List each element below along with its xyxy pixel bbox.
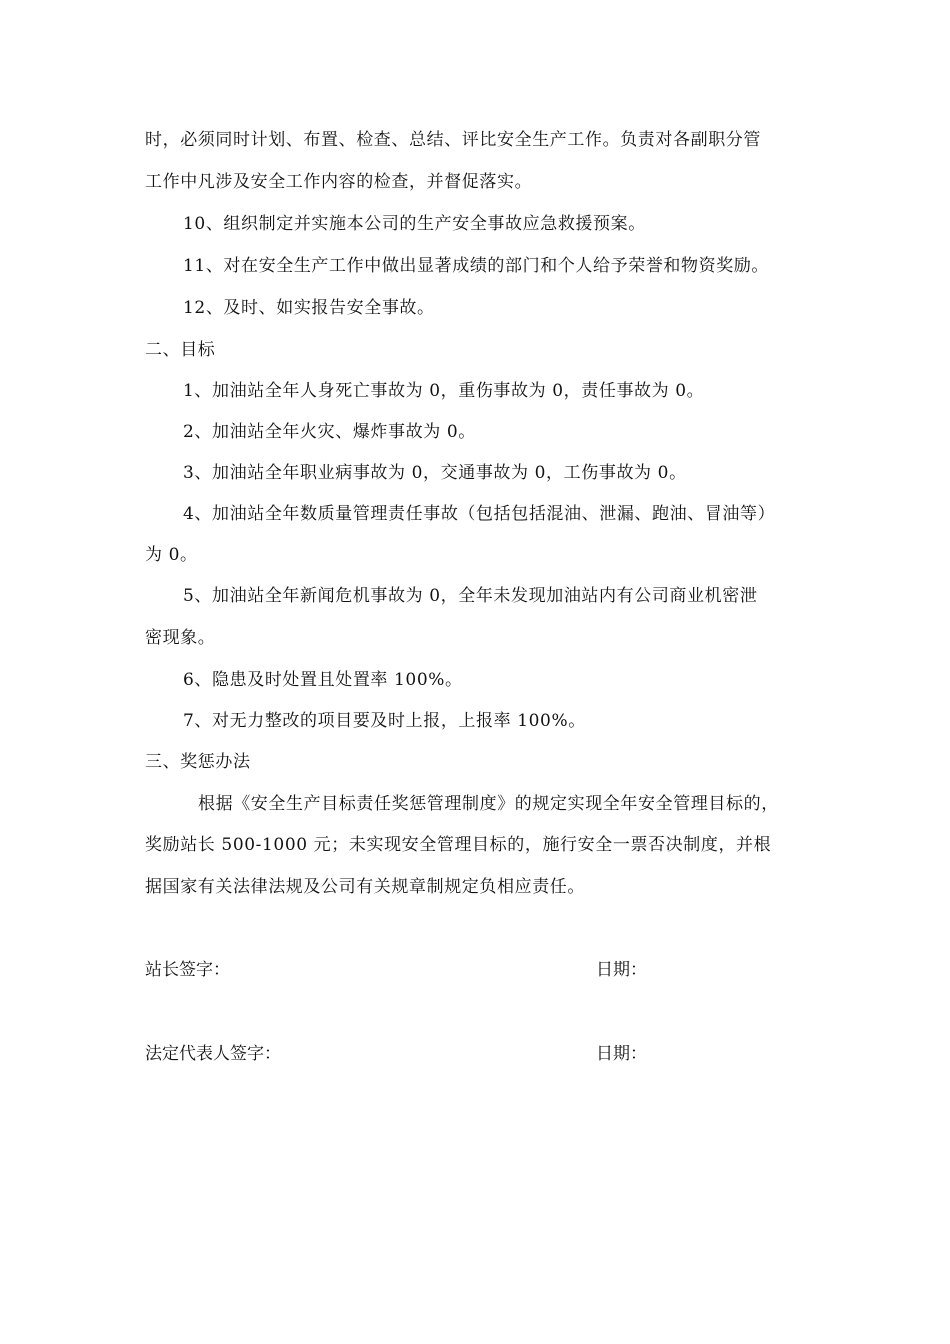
- list-item: 1、加油站全年人身死亡事故为 0，重伤事故为 0，责任事故为 0。: [183, 381, 705, 401]
- paragraph-line: 奖励站长 500-1000 元；未实现安全管理目标的，施行安全一票否决制度，并根: [145, 835, 772, 855]
- station-master-signature-label: 站长签字：: [145, 960, 230, 980]
- list-item: 7、对无力整改的项目要及时上报，上报率 100%。: [183, 711, 586, 731]
- list-item: 6、隐患及时处置且处置率 100%。: [183, 670, 463, 690]
- list-item: 5、加油站全年新闻危机事故为 0，全年未发现加油站内有公司商业机密泄: [183, 586, 758, 606]
- paragraph-line: 据国家有关法律法规及公司有关规章制规定负相应责任。: [145, 877, 585, 897]
- section-heading: 三、奖惩办法: [145, 752, 251, 772]
- paragraph-line: 密现象。: [145, 628, 216, 648]
- list-item: 4、加油站全年数质量管理责任事故（包括包括混油、泄漏、跑油、冒油等）: [183, 504, 776, 524]
- list-item: 11、对在安全生产工作中做出显著成绩的部门和个人给予荣誉和物资奖励。: [183, 256, 770, 276]
- paragraph-line: 工作中凡涉及安全工作内容的检查，并督促落实。: [145, 172, 533, 192]
- paragraph-line: 为 0。: [145, 545, 198, 565]
- list-item: 10、组织制定并实施本公司的生产安全事故应急救援预案。: [183, 214, 646, 234]
- section-heading: 二、目标: [145, 340, 216, 360]
- list-item: 3、加油站全年职业病事故为 0，交通事故为 0，工伤事故为 0。: [183, 463, 687, 483]
- paragraph-line: 时，必须同时计划、布置、检查、总结、评比安全生产工作。负责对各副职分管: [145, 130, 761, 150]
- list-item: 2、加油站全年火灾、爆炸事故为 0。: [183, 422, 476, 442]
- legal-rep-signature-label: 法定代表人签字：: [145, 1044, 281, 1064]
- legal-rep-date-label: 日期：: [596, 1044, 647, 1064]
- paragraph-line: 根据《安全生产目标责任奖惩管理制度》的规定实现全年安全管理目标的，: [198, 794, 779, 814]
- list-item: 12、及时、如实报告安全事故。: [183, 298, 435, 318]
- station-master-date-label: 日期：: [596, 960, 647, 980]
